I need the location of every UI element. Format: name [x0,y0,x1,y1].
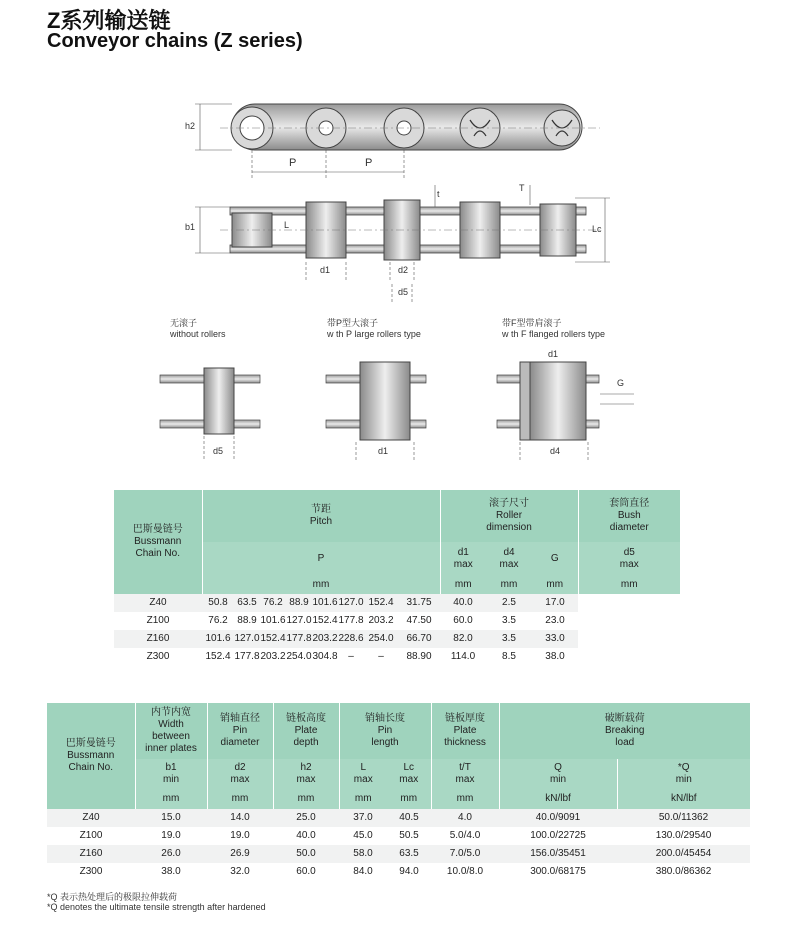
t2-l-unit: mm [339,789,387,809]
t1-r2-p3: 177.8 [286,630,312,648]
t1-r0-p0: 50.8 [202,594,234,612]
t1-roller-cn: 滚子尺寸 [489,498,529,509]
t1-bush-en1: Bush [617,510,641,521]
t2-r2-tt: 7.0/5.0 [431,845,499,863]
t2-r0-tt: 4.0 [431,809,499,827]
t1-r2-g: 3.5 [486,630,532,648]
caption-p-en: w th P large rollers type [327,329,421,339]
caption-f-cn: 带F型带肩滚子 [502,318,562,328]
caption-without-en: without rollers [170,329,226,339]
t2-lc-unit: mm [387,789,431,809]
label-d1: d1 [320,265,331,275]
t2-r1-tt: 5.0/4.0 [431,827,499,845]
t2-r0-q2: 50.0/11362 [617,809,750,827]
t1-r2-p0: 101.6 [202,630,234,648]
t2-r2-no: Z160 [47,845,135,863]
t2-q2-sym: *Q [677,762,690,773]
t2-r3-l: 84.0 [339,863,387,881]
t1-r0-p1: 63.5 [234,594,260,612]
t1-d5-sym: d5 [623,547,635,558]
t1-pitch-en: Pitch [309,516,333,527]
t1-roller-header [440,490,578,542]
t1-d5-max: max [619,559,639,570]
t1-r1-no: Z100 [114,612,202,630]
t1-r0-p4: 101.6 [312,594,338,612]
t1-r0-p2: 76.2 [260,594,286,612]
t1-r1-d4: 60.0 [440,612,486,630]
t2-r2-b1: 26.0 [135,845,207,863]
caption-f-en: w th F flanged rollers type [502,329,606,339]
t1-bush-header [578,490,680,542]
label-d1-section: d1 [378,446,389,456]
t2-r2-q2: 200.0/45454 [617,845,750,863]
t2-pin-en1: Pin [232,725,248,736]
t2-b1-unit: mm [135,789,207,809]
t2-h2-sym: h2 [300,762,312,773]
t1-r2-no: Z160 [114,630,202,648]
t2-length-en2: length [371,737,399,748]
t2-lc-sym: Lc [403,762,415,773]
t2-r0-h2: 25.0 [273,809,339,827]
t2-lc-symbol [387,759,431,789]
t1-r2-p5: 228.6 [338,630,364,648]
t1-chain-header [114,490,202,594]
label-L: L [284,220,290,230]
t2-r1-h2: 40.0 [273,827,339,845]
t1-r0-p6: 152.4 [364,594,398,612]
t1-chain-en1: Bussmann [134,536,182,547]
t2-tt-unit: mm [431,789,499,809]
t1-r3-p3: 254.0 [286,648,312,666]
t2-thick-en2: thickness [444,737,486,748]
t1-bush-cn: 套筒直径 [609,498,650,509]
t2-l-symbol [339,759,387,789]
t2-b1-sym: b1 [165,762,177,773]
t1-r0-d4: 40.0 [440,594,486,612]
t2-load-header [499,703,750,759]
t2-width-header [135,703,207,759]
t1-r1-d1: 47.50 [398,612,440,630]
t1-r1-p2: 101.6 [260,612,286,630]
t1-r3-p5: – [338,648,364,666]
t2-b1-min: min [162,774,180,785]
t2-r0-d2: 14.0 [207,809,273,827]
t1-r3-p6: – [364,648,398,666]
table-dimensions-load [47,703,750,881]
t1-roller-en2: dimension [486,522,532,533]
t2-r2-h2: 50.0 [273,845,339,863]
t1-r1-p4: 152.4 [312,612,338,630]
label-Lc: Lc [592,224,602,234]
t2-d2-symbol [207,759,273,789]
t2-r3-no: Z300 [47,863,135,881]
t1-chain-cn: 巴斯曼链号 [132,524,183,535]
t1-r1-p6: 203.2 [364,612,398,630]
t2-length-header [339,703,431,759]
t2-r1-d2: 19.0 [207,827,273,845]
t1-r2-p4: 203.2 [312,630,338,648]
t1-d1-max: max [453,559,473,570]
t2-h2-symbol [273,759,339,789]
t1-g-symbol: G [532,542,578,576]
t2-h2-max: max [296,774,316,785]
side-view [195,104,600,178]
t1-r3-p4: 304.8 [312,648,338,666]
t1-bush-en2: diameter [609,522,649,533]
footnote-cn: *Q 表示热处理后的极限拉伸载荷 [47,892,178,902]
table-row [114,612,680,630]
t1-pitch-cn: 节距 [311,504,331,515]
t2-depth-cn: 链板高度 [286,713,326,724]
t1-d5-symbol [578,542,680,576]
label-G: G [617,378,625,388]
section-f-type [497,362,634,462]
t2-r1-q: 100.0/22725 [499,827,617,845]
t2-r0-b1: 15.0 [135,809,207,827]
t2-load-en2: load [615,737,635,748]
t1-r1-p0: 76.2 [202,612,234,630]
top-view [195,185,610,302]
t2-width-en1: Width [158,719,184,730]
t2-r0-lc: 40.5 [387,809,431,827]
t2-load-cn: 破断载荷 [604,713,645,724]
t2-r2-d2: 26.9 [207,845,273,863]
t2-chain-cn: 巴斯曼链号 [65,738,116,749]
t1-d5-unit: mm [578,576,680,594]
t2-r3-tt: 10.0/8.0 [431,863,499,881]
t1-roller-en1: Roller [495,510,523,521]
t1-r3-d1: 88.90 [398,648,440,666]
t2-thick-header [431,703,499,759]
t2-depth-header [273,703,339,759]
t2-lc-max: max [399,774,419,785]
t1-r3-d5: 38.0 [532,648,578,666]
t2-r3-d2: 32.0 [207,863,273,881]
t2-r3-h2: 60.0 [273,863,339,881]
t2-r3-q2: 380.0/86362 [617,863,750,881]
t2-r2-q: 156.0/35451 [499,845,617,863]
t1-r3-p0: 152.4 [202,648,234,666]
label-d5-section: d5 [213,446,224,456]
t2-r1-no: Z100 [47,827,135,845]
t2-width-cn: 内节内宽 [151,707,191,718]
t1-r1-d5: 23.0 [532,612,578,630]
t1-r0-no: Z40 [114,594,202,612]
t1-pitch-header [202,490,440,542]
t2-d2-max: max [230,774,250,785]
t1-r3-p2: 203.2 [260,648,286,666]
t2-q-symbol [499,759,617,789]
t2-pin-header [207,703,273,759]
t2-q-unit: kN/lbf [499,789,617,809]
label-d2: d2 [398,265,409,275]
table-row [114,630,680,648]
t1-r2-p6: 254.0 [364,630,398,648]
t1-r1-p3: 127.0 [286,612,312,630]
t2-chain-en2: Chain No. [68,762,113,773]
label-t: t [437,189,440,199]
t2-b1-symbol [135,759,207,789]
t2-chain-header [47,703,135,809]
t2-width-en3: inner plates [145,743,197,754]
t2-pin-en2: diameter [220,737,260,748]
t1-d4-max: max [499,559,519,570]
t1-r1-g: 3.5 [486,612,532,630]
t2-l-max: max [353,774,373,785]
t2-r0-no: Z40 [47,809,135,827]
t2-length-cn: 销轴长度 [365,713,405,724]
t1-r3-d4: 114.0 [440,648,486,666]
label-d1-f-section: d1 [548,349,559,359]
t2-tt-sym: t/T [459,762,471,773]
t1-d4-sym: d4 [503,547,515,558]
t2-pin-cn: 销轴直径 [220,713,260,724]
t1-g-unit: mm [532,576,578,594]
t1-d4-symbol [486,542,532,576]
label-b1: b1 [185,222,196,232]
table-row [47,809,750,827]
t1-r2-d4: 82.0 [440,630,486,648]
t1-r1-p1: 88.9 [234,612,260,630]
t2-load-en1: Breaking [605,725,645,736]
t1-p-symbol: P [202,542,440,576]
t2-tt-max: max [455,774,475,785]
t2-q2-symbol [617,759,750,789]
label-d4-section: d4 [550,446,561,456]
t1-d1-sym: d1 [457,547,469,558]
t1-d4-unit: mm [486,576,532,594]
t1-r2-d1: 66.70 [398,630,440,648]
t2-r2-l: 58.0 [339,845,387,863]
t2-h2-unit: mm [273,789,339,809]
table-row [114,594,680,612]
t1-r3-no: Z300 [114,648,202,666]
t1-r3-g: 8.5 [486,648,532,666]
t2-r2-lc: 63.5 [387,845,431,863]
t2-q2-unit: kN/lbf [617,789,750,809]
t2-thick-cn: 链板厚度 [445,713,485,724]
caption-without-cn: 无滚子 [170,318,198,328]
t2-length-en1: Pin [377,725,393,736]
t1-r2-p1: 127.0 [234,630,260,648]
t2-width-en2: between [152,731,190,742]
table-row [47,845,750,863]
t2-r3-b1: 38.0 [135,863,207,881]
t1-r0-p5: 127.0 [338,594,364,612]
t2-q-sym: Q [554,762,562,773]
title-en: Conveyor chains (Z series) [47,30,303,52]
title-cn: Z系列输送链 [47,8,171,33]
t2-r3-lc: 94.0 [387,863,431,881]
t1-r3-p1: 177.8 [234,648,260,666]
t2-r1-l: 45.0 [339,827,387,845]
footnote-en: *Q denotes the ultimate tensile strength after hardened [47,902,266,912]
label-h2: h2 [185,121,196,131]
t1-d1-unit: mm [440,576,486,594]
t2-thick-en1: Plate [453,725,477,736]
t2-d2-unit: mm [207,789,273,809]
t2-r1-lc: 50.5 [387,827,431,845]
t1-r0-p3: 88.9 [286,594,312,612]
section-p-type [326,362,426,462]
t1-r0-g: 2.5 [486,594,532,612]
section-without-rollers [160,368,260,460]
t1-d1-symbol [440,542,486,576]
label-p1: P [289,157,297,169]
label-d5: d5 [398,287,409,297]
t1-p-unit: mm [202,576,440,594]
t1-r2-d5: 33.0 [532,630,578,648]
caption-p-cn: 带P型大滚子 [327,318,379,328]
t1-chain-en2: Chain No. [135,548,180,559]
t2-d2-sym: d2 [234,762,246,773]
table-pitch-roller [114,490,680,666]
t2-r3-q: 300.0/68175 [499,863,617,881]
t2-r1-q2: 130.0/29540 [617,827,750,845]
table-row [114,648,680,666]
t2-r1-b1: 19.0 [135,827,207,845]
t2-tt-symbol [431,759,499,789]
t1-r0-d5: 17.0 [532,594,578,612]
table-row [47,863,750,881]
label-T: T [519,183,525,193]
t2-q-min: min [549,774,567,785]
label-p2: P [365,157,373,169]
t2-r0-q: 40.0/9091 [499,809,617,827]
t2-depth-en1: Plate [294,725,318,736]
t2-q2-min: min [675,774,692,785]
t1-r0-d1: 31.75 [398,594,440,612]
t1-r1-p5: 177.8 [338,612,364,630]
t2-l-sym: L [360,762,367,773]
t1-r2-p2: 152.4 [260,630,286,648]
t2-chain-en1: Bussmann [67,750,115,761]
t2-depth-en2: depth [293,737,319,748]
t2-r0-l: 37.0 [339,809,387,827]
table-row [47,827,750,845]
